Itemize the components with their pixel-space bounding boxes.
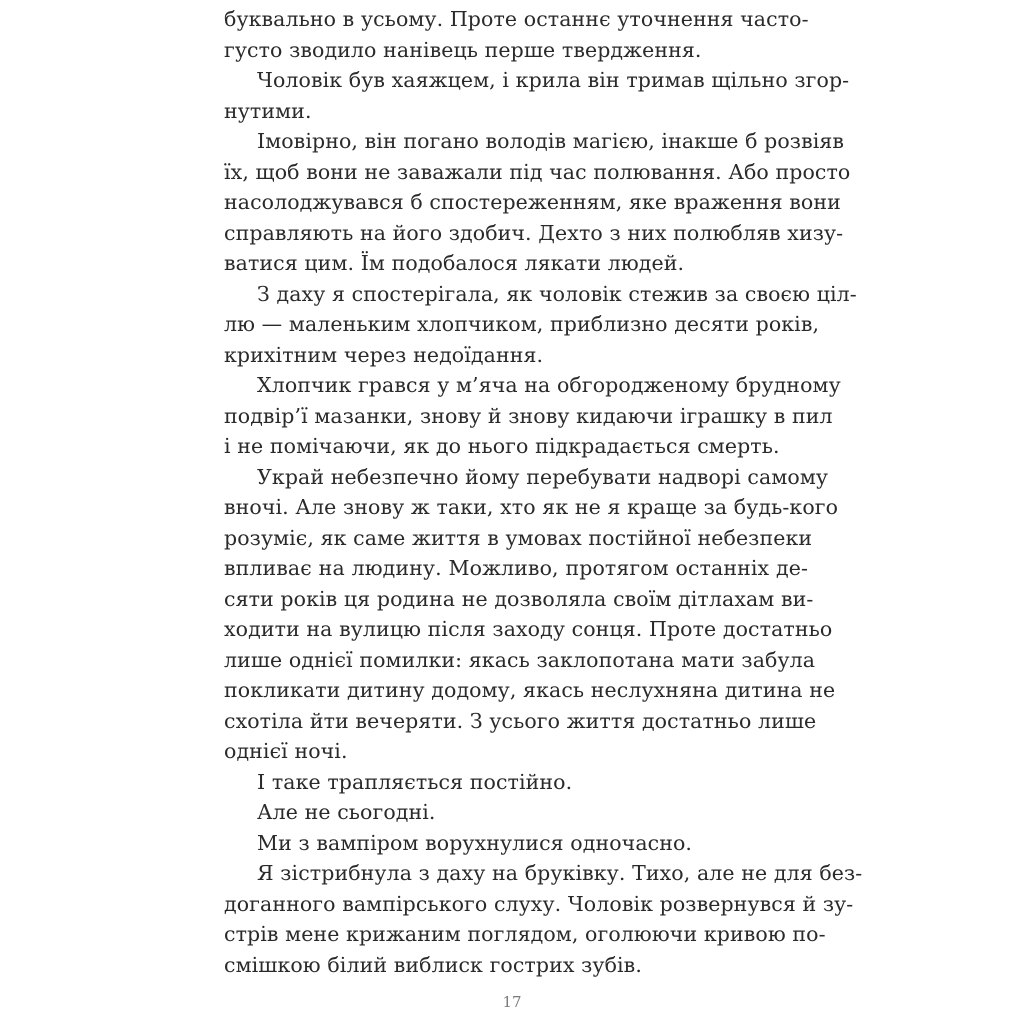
text-line: розуміє, як саме життя в умовах постійної небезпеки — [224, 525, 813, 550]
text-line: Ми з вампіром ворухнулися одночасно. — [257, 830, 693, 855]
text-line: буквально в усьому. Проте останнє уточнення часто- — [224, 7, 809, 31]
text-line: справляють на його здобич. Дехто з них полюбляв хизу- — [224, 220, 844, 245]
text-line: вночі. Але знову ж таки, хто як не я краще за будь-кого — [224, 495, 839, 519]
paragraph — [224, 828, 808, 859]
page-body-text — [224, 4, 863, 980]
text-line: Імовірно, він погано володів магією, інакше б розвіяв — [257, 129, 845, 153]
text-line: їх, щоб вони не заважали під час полювання. Або просто — [224, 159, 851, 184]
text-line: З даху я спостерігала, як чоловік стежив за своєю ціл- — [257, 281, 857, 306]
text-line: покликати дитину додому, якась неслухняна дитина не — [224, 678, 836, 702]
text-line: Украй небезпечно йому перебувати надворі самому — [257, 464, 829, 489]
text-line: смішкою білий виблиск гострих зубів. — [224, 952, 642, 977]
text-line: Я зістрибнула з даху на бруківку. Тихо, але не для без- — [257, 861, 863, 885]
paragraph — [224, 858, 863, 980]
text-line: стрів мене крижаним поглядом, оголюючи кривою по- — [224, 922, 826, 946]
paragraph-continuation — [224, 4, 808, 65]
text-line: сяти років ця родина не дозволяла своїм дітлахам ви- — [224, 586, 814, 611]
text-line: ватися цим. Їм подобалося лякати людей. — [224, 251, 685, 275]
text-line: насолоджувався б спостереженням, яке враження вони — [224, 190, 841, 214]
paragraph — [224, 370, 841, 462]
page-number: 17 — [502, 993, 522, 1011]
text-line: лю — маленьким хлопчиком, приблизно десяти років, — [224, 312, 820, 336]
text-line: Хлопчик грався у м’яча на обгородженому брудному — [257, 373, 841, 397]
text-line: І таке трапляється постійно. — [257, 769, 573, 794]
text-line: лише однієї помилки: якась заклопотана мати забула — [224, 647, 816, 672]
text-line: однієї ночі. — [224, 739, 348, 763]
text-line: доганного вампірського слуху. Чоловік розвернувся й зу- — [224, 891, 854, 916]
paragraph — [224, 65, 850, 126]
text-line: нутими. — [224, 98, 312, 123]
paragraph — [224, 797, 808, 828]
paragraph — [224, 279, 857, 371]
text-line: схотіла йти вечеряти. З усього життя достатньо лише — [224, 708, 817, 733]
text-line: Чоловік був хаяжцем, і крила він тримав щільно згор- — [257, 68, 850, 92]
text-line: Але не сьогодні. — [257, 800, 436, 824]
text-line: і не помічаючи, як до нього підкрадається смерть. — [224, 434, 780, 458]
text-line: крихітним через недоїдання. — [224, 342, 544, 367]
text-line: впливає на людину. Можливо, протягом останніх де- — [224, 556, 808, 580]
paragraph — [224, 767, 808, 798]
paragraph — [224, 126, 851, 279]
paragraph — [224, 462, 839, 767]
text-line: густо зводило нанівець перше твердження. — [224, 37, 702, 62]
text-line: ходити на вулицю після заходу сонця. Проте достатньо — [224, 617, 833, 641]
text-line: подвір’ї мазанки, знову й знову кидаючи іграшку в пил — [224, 403, 833, 428]
